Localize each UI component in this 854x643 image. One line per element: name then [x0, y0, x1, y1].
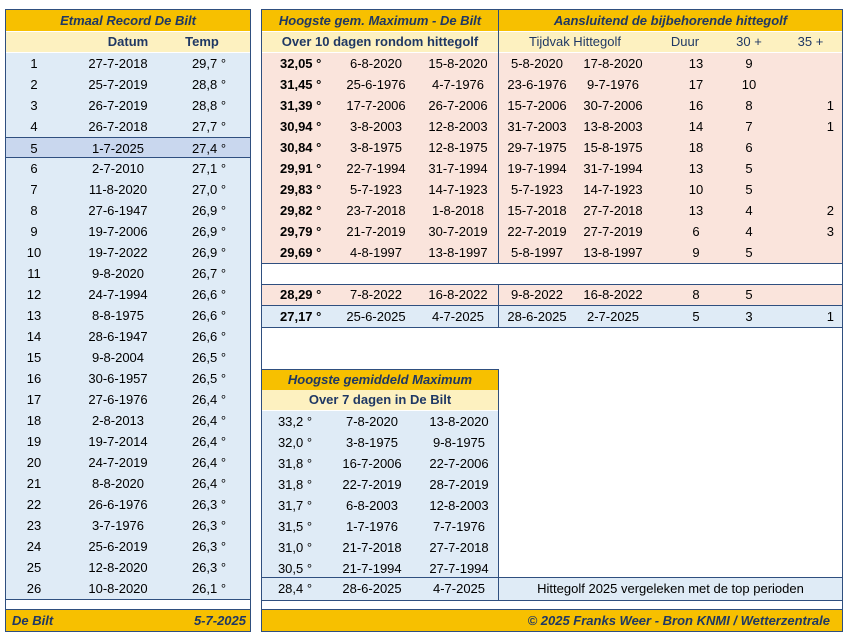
- row-days-30: 5: [745, 245, 753, 260]
- row-days-30: 6: [745, 140, 753, 155]
- row-end-date: 15-8-2020: [428, 56, 488, 71]
- row-rank: 6: [30, 161, 38, 176]
- row-temp: 26,4 °: [191, 476, 227, 491]
- row-end-date: 7-7-1976: [432, 519, 486, 534]
- row-date: 26-7-2019: [88, 98, 148, 113]
- row-end-date: 4-7-1976: [431, 77, 485, 92]
- row-avg-max: 29,79 °: [280, 224, 322, 239]
- row-duration: 13: [688, 203, 704, 218]
- divider: [262, 577, 842, 578]
- row-wave-start: 23-6-1976: [507, 77, 567, 92]
- row-temp: 26,7 °: [191, 266, 227, 281]
- row-end-date: 14-7-1923: [428, 182, 488, 197]
- row-rank: 15: [26, 350, 42, 365]
- row-date: 19-7-2022: [88, 245, 148, 260]
- row-date: 28-6-1947: [88, 329, 148, 344]
- row-avg-max: 29,91 °: [280, 161, 322, 176]
- row-temp: 26,6 °: [191, 308, 227, 323]
- row-wave-start: 22-7-2019: [507, 224, 567, 239]
- divider: [498, 369, 499, 600]
- row-temp: 27,4 °: [191, 141, 227, 156]
- row-duration: 17: [688, 77, 704, 92]
- row-duration: 9: [692, 245, 700, 260]
- seven-table-subtitle: Over 7 dagen in De Bilt: [262, 390, 498, 410]
- row-days-30: 9: [745, 56, 753, 71]
- row-start-date: 3-8-1975: [349, 140, 403, 155]
- row-duration: 13: [688, 161, 704, 176]
- row-temp: 26,6 °: [191, 329, 227, 344]
- footer-date: 5-7-2025: [193, 613, 246, 628]
- row-avg-max: 33,2 °: [277, 414, 313, 429]
- row-rank: 2: [30, 77, 38, 92]
- row-end-date: 26-7-2006: [428, 98, 488, 113]
- row-end-date: 27-7-1994: [429, 561, 489, 576]
- row-date: 25-6-2019: [88, 539, 148, 554]
- row-start-date: 21-7-2018: [342, 540, 402, 555]
- row-rank: 7: [30, 182, 38, 197]
- row-temp: 26,3 °: [191, 539, 227, 554]
- row-days-30: 4: [745, 224, 753, 239]
- row-temp: 26,9 °: [191, 203, 227, 218]
- row-start-date: 5-7-1923: [349, 182, 403, 197]
- row-date: 9-8-2004: [91, 350, 145, 365]
- row-temp: 26,1 °: [191, 581, 227, 596]
- row-duration: 18: [688, 140, 704, 155]
- row-wave-start: 19-7-1994: [507, 161, 567, 176]
- row-rank: 22: [26, 497, 42, 512]
- row-end-date: 31-7-1994: [428, 161, 488, 176]
- row-rank: 9: [30, 224, 38, 239]
- row-avg-max: 32,05 °: [280, 56, 322, 71]
- row-wave-end: 15-8-1975: [583, 140, 643, 155]
- row-wave-end: 27-7-2018: [583, 203, 643, 218]
- row-temp: 26,9 °: [191, 245, 227, 260]
- row-wave-end: 2-7-2025: [586, 309, 640, 324]
- row-start-date: 23-7-2018: [346, 203, 406, 218]
- divider: [262, 600, 842, 601]
- row-start-date: 6-8-2003: [345, 498, 399, 513]
- row-end-date: 13-8-1997: [428, 245, 488, 260]
- credit-footer: © 2025 Franks Weer - Bron KNMI / Wetterzentrale: [262, 610, 842, 631]
- current-avg: 28,4 °: [277, 581, 313, 596]
- row-temp: 26,3 °: [191, 560, 227, 575]
- row-avg-max: 31,45 °: [280, 77, 322, 92]
- row-wave-start: 29-7-1975: [507, 140, 567, 155]
- divider: [262, 609, 842, 610]
- row-temp: 27,1 °: [191, 161, 227, 176]
- row-wave-end: 17-8-2020: [583, 56, 643, 71]
- divider: [498, 10, 499, 263]
- row-end-date: 13-8-2020: [429, 414, 489, 429]
- row-rank: 13: [26, 308, 42, 323]
- seven-table-title: Hoogste gemiddeld Maximum: [262, 369, 498, 390]
- divider: [6, 599, 250, 600]
- divider: [262, 284, 842, 285]
- row-wave-end: 9-7-1976: [586, 77, 640, 92]
- row-days-30: 5: [745, 287, 753, 302]
- row-temp: 27,0 °: [191, 182, 227, 197]
- row-end-date: 16-8-2022: [428, 287, 488, 302]
- row-temp: 29,7 °: [191, 56, 227, 71]
- row-wave-end: 27-7-2019: [583, 224, 643, 239]
- row-temp: 28,8 °: [191, 98, 227, 113]
- row-rank: 11: [27, 266, 41, 281]
- row-wave-start: 15-7-2006: [507, 98, 567, 113]
- row-rank: 12: [26, 287, 42, 302]
- row-start-date: 1-7-1976: [345, 519, 399, 534]
- row-start-date: 3-8-1975: [345, 435, 399, 450]
- row-date: 26-7-2018: [88, 119, 148, 134]
- row-end-date: 9-8-1975: [432, 435, 486, 450]
- divider: [262, 369, 498, 370]
- row-start-date: 22-7-2019: [342, 477, 402, 492]
- mid-table-subtitle: Over 10 dagen rondom hittegolf: [262, 32, 498, 52]
- row-start-date: 21-7-2019: [346, 224, 406, 239]
- divider: [262, 263, 842, 264]
- row-duration: 6: [692, 224, 700, 239]
- row-days-35: 1: [826, 309, 834, 324]
- row-avg-max: 31,8 °: [277, 477, 313, 492]
- row-end-date: 12-8-2003: [429, 498, 489, 513]
- row-days-30: 4: [745, 203, 753, 218]
- divider: [262, 327, 842, 328]
- row-duration: 14: [688, 119, 704, 134]
- row-wave-end: 16-8-2022: [583, 287, 643, 302]
- column-header-35: 35 +: [797, 34, 824, 49]
- row-date: 12-8-2020: [88, 560, 148, 575]
- row-temp: 28,8 °: [191, 77, 227, 92]
- row-wave-end: 31-7-1994: [583, 161, 643, 176]
- row-date: 25-7-2019: [88, 77, 148, 92]
- row-rank: 5: [30, 141, 38, 156]
- left-table-title: Etmaal Record De Bilt: [6, 10, 250, 31]
- row-wave-start: 5-8-1997: [510, 245, 564, 260]
- row-days-30: 5: [745, 161, 753, 176]
- row-days-35: 2: [826, 203, 834, 218]
- divider: [6, 609, 250, 610]
- row-rank: 23: [26, 518, 42, 533]
- row-end-date: 30-7-2019: [428, 224, 488, 239]
- row-date: 3-7-1976: [91, 518, 145, 533]
- row-rank: 17: [26, 392, 42, 407]
- row-rank: 1: [30, 56, 38, 71]
- row-wave-end: 30-7-2006: [583, 98, 643, 113]
- row-duration: 13: [688, 56, 704, 71]
- row-wave-start: 5-8-2020: [510, 56, 564, 71]
- row-duration: 16: [688, 98, 704, 113]
- row-temp: 26,4 °: [191, 413, 227, 428]
- right-frame: [261, 9, 843, 632]
- row-rank: 16: [26, 371, 42, 386]
- column-header-datum: Datum: [107, 34, 149, 49]
- row-start-date: 17-7-2006: [346, 98, 406, 113]
- row-days-30: 3: [745, 309, 753, 324]
- row-avg-max: 29,69 °: [280, 245, 322, 260]
- current-end: 4-7-2025: [432, 581, 486, 596]
- row-rank: 25: [26, 560, 42, 575]
- row-start-date: 16-7-2006: [342, 456, 402, 471]
- row-end-date: 27-7-2018: [429, 540, 489, 555]
- row-start-date: 7-8-2020: [345, 414, 399, 429]
- row-temp: 26,9 °: [191, 224, 227, 239]
- row-days-35: 1: [826, 119, 834, 134]
- divider: [262, 305, 842, 306]
- row-start-date: 21-7-1994: [342, 561, 402, 576]
- row-wave-start: 15-7-2018: [507, 203, 567, 218]
- row-start-date: 4-8-1997: [349, 245, 403, 260]
- row-date: 2-7-2010: [91, 161, 145, 176]
- row-temp: 26,4 °: [191, 392, 227, 407]
- row-rank: 18: [26, 413, 42, 428]
- row-rank: 24: [26, 539, 42, 554]
- row-date: 19-7-2014: [88, 434, 148, 449]
- row-date: 24-7-1994: [88, 287, 148, 302]
- row-avg-max: 31,39 °: [280, 98, 322, 113]
- row-duration: 10: [688, 182, 704, 197]
- row-avg-max: 28,29 °: [280, 287, 322, 302]
- row-date: 27-6-1947: [88, 203, 148, 218]
- row-avg-max: 30,94 °: [280, 119, 322, 134]
- row-date: 30-6-1957: [88, 371, 148, 386]
- row-rank: 19: [26, 434, 42, 449]
- row-start-date: 22-7-1994: [346, 161, 406, 176]
- row-rank: 26: [26, 581, 42, 596]
- left-frame: [5, 9, 251, 632]
- row-start-date: 25-6-1976: [346, 77, 406, 92]
- mid-table-title: Hoogste gem. Maximum - De Bilt: [262, 10, 498, 31]
- row-duration: 8: [692, 287, 700, 302]
- row-wave-end: 13-8-2003: [583, 119, 643, 134]
- row-date: 11-8-2020: [88, 182, 148, 197]
- row-start-date: 6-8-2020: [349, 56, 403, 71]
- row-days-30: 8: [745, 98, 753, 113]
- row-rank: 21: [26, 476, 42, 491]
- column-header-30: 30 +: [736, 34, 762, 49]
- right-table-title: Aansluitend de bijbehorende hittegolf: [499, 10, 842, 31]
- row-days-35: 3: [826, 224, 834, 239]
- row-date: 24-7-2019: [88, 455, 148, 470]
- row-rank: 14: [26, 329, 42, 344]
- row-avg-max: 30,84 °: [280, 140, 322, 155]
- row-avg-max: 31,0 °: [277, 540, 313, 555]
- row-start-date: 7-8-2022: [349, 287, 403, 302]
- row-avg-max: 29,83 °: [280, 182, 322, 197]
- row-start-date: 25-6-2025: [346, 309, 406, 324]
- row-wave-start: 31-7-2003: [507, 119, 567, 134]
- row-rank: 4: [30, 119, 38, 134]
- row-temp: 26,4 °: [191, 455, 227, 470]
- column-header-duur: Duur: [670, 34, 700, 49]
- row-end-date: 22-7-2006: [429, 456, 489, 471]
- row-avg-max: 29,82 °: [280, 203, 322, 218]
- footer-place: De Bilt: [12, 613, 54, 628]
- row-temp: 26,3 °: [191, 497, 227, 512]
- row-temp: 26,3 °: [191, 518, 227, 533]
- row-date: 8-8-2020: [91, 476, 145, 491]
- row-temp: 26,5 °: [191, 371, 227, 386]
- row-date: 9-8-2020: [91, 266, 145, 281]
- row-wave-start: 5-7-1923: [510, 182, 564, 197]
- row-avg-max: 32,0 °: [277, 435, 313, 450]
- row-days-30: 5: [745, 182, 753, 197]
- row-end-date: 4-7-2025: [431, 309, 485, 324]
- row-wave-end: 14-7-1923: [583, 182, 643, 197]
- row-date: 19-7-2006: [88, 224, 148, 239]
- row-avg-max: 31,5 °: [277, 519, 313, 534]
- column-header-temp: Temp: [185, 34, 219, 49]
- row-duration: 5: [692, 309, 700, 324]
- row-days-35: 1: [826, 98, 834, 113]
- row-date: 26-6-1976: [88, 497, 148, 512]
- column-header-tijdvak: Tijdvak Hittegolf: [529, 34, 621, 49]
- row-end-date: 28-7-2019: [429, 477, 489, 492]
- row-end-date: 1-8-2018: [431, 203, 485, 218]
- row-wave-end: 13-8-1997: [583, 245, 643, 260]
- row-date: 10-8-2020: [88, 581, 148, 596]
- row-temp: 27,7 °: [191, 119, 227, 134]
- row-rank: 20: [26, 455, 42, 470]
- row-end-date: 12-8-1975: [428, 140, 488, 155]
- row-temp: 26,6 °: [191, 287, 227, 302]
- row-rank: 10: [26, 245, 42, 260]
- row-rank: 3: [30, 98, 38, 113]
- current-start: 28-6-2025: [342, 581, 402, 596]
- row-avg-max: 31,8 °: [277, 456, 313, 471]
- row-date: 1-7-2025: [91, 141, 145, 156]
- row-rank: 8: [30, 203, 38, 218]
- row-wave-start: 28-6-2025: [507, 309, 567, 324]
- row-date: 8-8-1975: [91, 308, 145, 323]
- row-avg-max: 27,17 °: [280, 309, 322, 324]
- row-temp: 26,4 °: [191, 434, 227, 449]
- row-temp: 26,5 °: [191, 350, 227, 365]
- row-end-date: 12-8-2003: [428, 119, 488, 134]
- comparison-note: Hittegolf 2025 vergeleken met de top perioden: [537, 581, 804, 596]
- row-avg-max: 31,7 °: [277, 498, 313, 513]
- row-date: 27-7-2018: [88, 56, 148, 71]
- row-start-date: 3-8-2003: [349, 119, 403, 134]
- row-days-30: 7: [745, 119, 753, 134]
- row-date: 2-8-2013: [91, 413, 145, 428]
- row-avg-max: 30,5 °: [277, 561, 313, 576]
- row-date: 27-6-1976: [88, 392, 148, 407]
- row-days-30: 10: [741, 77, 757, 92]
- row-wave-start: 9-8-2022: [510, 287, 564, 302]
